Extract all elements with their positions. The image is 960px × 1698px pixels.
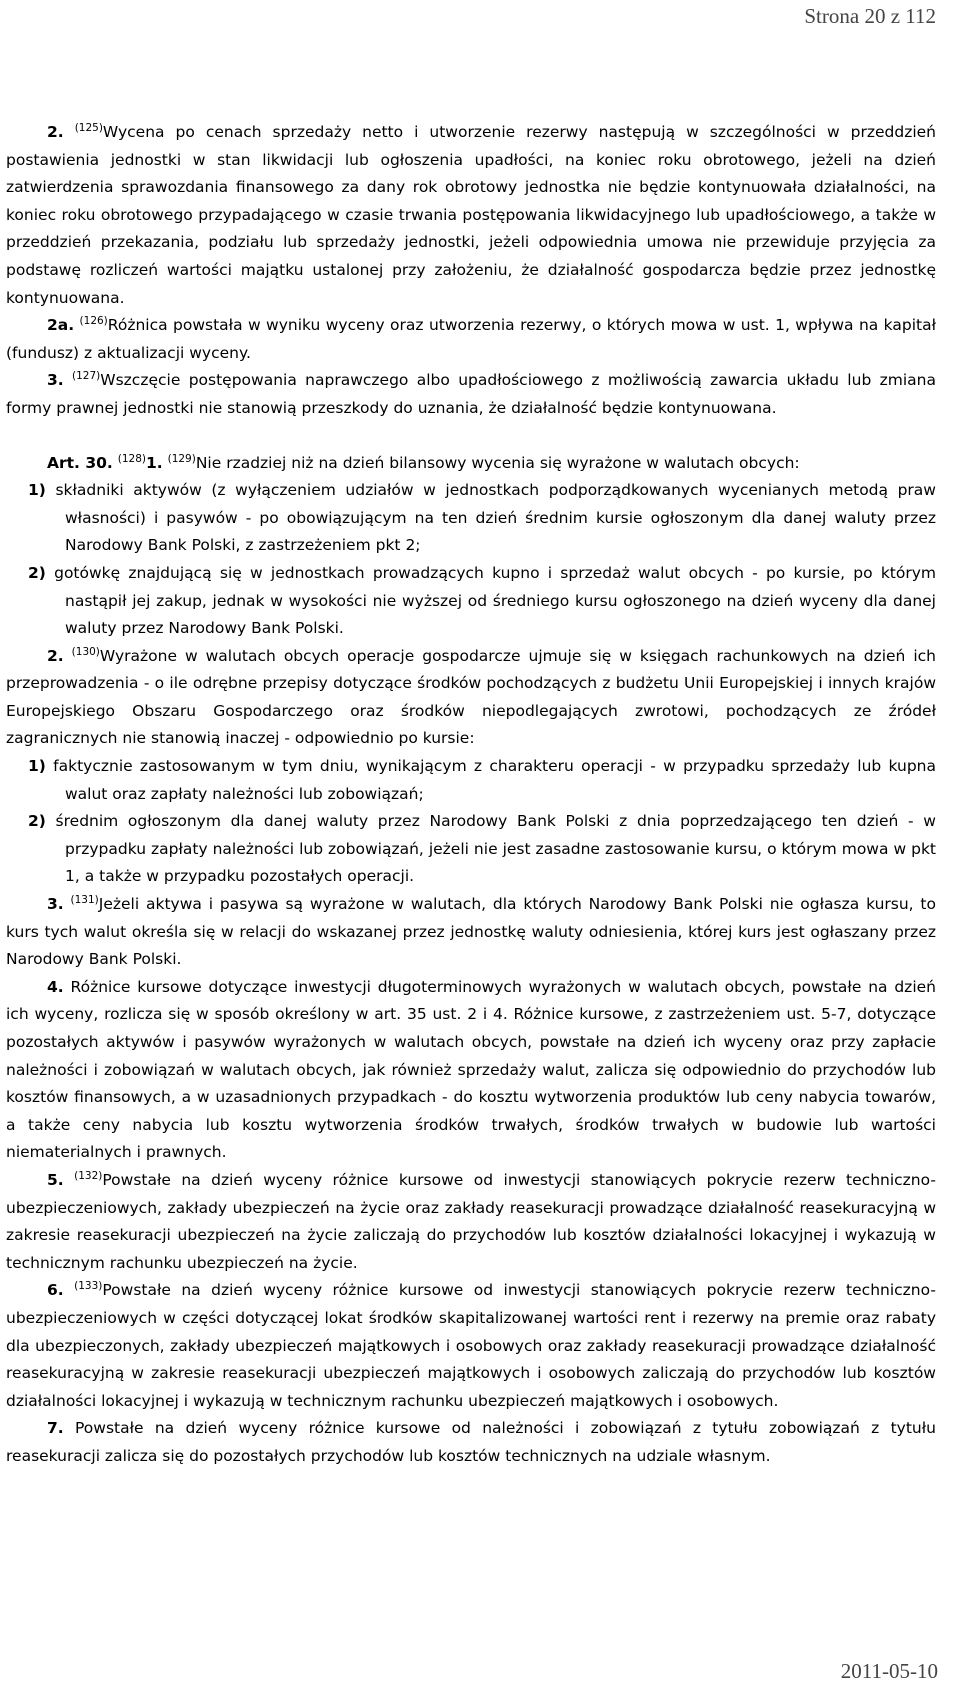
document-body bbox=[6, 119, 936, 1471]
paragraph-art30-4 bbox=[6, 974, 936, 1167]
item-text: gotówkę znajdującą się w jednostkach prowadzących kupno i sprzedaż walut obcych - po kursie, po którym nastąpił jej zakup, jednak w wysokości nie wyższej od średniego kursu ogłoszonego na dzień wyceny dla danej waluty przez Narodowy Bank Polski. bbox=[54, 563, 936, 638]
footnote-ref[interactable]: (133) bbox=[74, 1280, 103, 1293]
item-number: 2) bbox=[28, 563, 46, 582]
list-item bbox=[6, 477, 936, 560]
footnote-ref[interactable]: (128) bbox=[117, 452, 146, 465]
footnote-ref[interactable]: (126) bbox=[79, 315, 108, 328]
paragraph-number: 1. bbox=[145, 453, 163, 472]
item-text: średnim ogłoszonym dla danej waluty przez Narodowy Bank Polski z dnia poprzedzającego ten dzień - w przypadku zapłaty należności lub zobowiązań, jeżeli nie jest zasadne zastosowanie kursu, o którym mowa w pkt 1, a także w przypadku pozostałych operacji. bbox=[55, 812, 936, 886]
paragraph-number: 3. bbox=[47, 895, 64, 914]
list-item bbox=[6, 560, 936, 643]
paragraph-text: Różnica powstała w wyniku wyceny oraz utworzenia rezerwy, o których mowa w ust. 1, wpływa na kapitał (fundusz) z aktualizacji wyceny. bbox=[6, 316, 936, 362]
paragraph-art30-6 bbox=[6, 1277, 936, 1415]
paragraph-text: Jeżeli aktywa i pasywa są wyrażone w walutach, dla których Narodowy Bank Polski nie ogłasza kursu, to kurs tych walut określa się w relacji do wskazanej przez jednostkę waluty odniesienia, której kurs jest ogłaszany przez Narodowy Bank Polski. bbox=[6, 895, 936, 969]
article-30-heading bbox=[6, 450, 936, 478]
article-label: Art. 30. bbox=[47, 453, 113, 472]
paragraph-number: 3. bbox=[47, 371, 64, 390]
footnote-ref[interactable]: (130) bbox=[71, 645, 100, 658]
paragraph-number: 6. bbox=[47, 1281, 64, 1300]
item-text: faktycznie zastosowanym w tym dniu, wynikającym z charakteru operacji - w przypadku sprzedaży lub kupna walut oraz zapłaty należności lub zobowiązań; bbox=[53, 757, 936, 803]
page-number: Strona 20 z 112 bbox=[804, 4, 936, 28]
footnote-ref[interactable]: (132) bbox=[74, 1169, 103, 1182]
paragraph-2 bbox=[6, 119, 936, 312]
paragraph-text: Powstałe na dzień wyceny różnice kursowe od inwestycji stanowiących pokrycie rezerw techniczno-ubezpieczeniowych, zakłady ubezpieczeń na życie oraz zakłady reasekuracji prowadzące działalność reasekuracyjną w zakresie reasekuracji ubezpieczeń na życie zaliczają do przychodów lub kosztów działalności lokacyjnej i wykazują w technicznym rachunku ubezpieczeń na życie. bbox=[6, 1170, 936, 1272]
paragraph-art30-5 bbox=[6, 1167, 936, 1277]
paragraph-number: 2a. bbox=[47, 316, 75, 335]
paragraph-text: Powstałe na dzień wyceny różnice kursowe od należności i zobowiązań z tytułu zobowiązań z tytułu reasekuracji zalicza się do pozostałych przychodów lub kosztów technicznych na udziale własnym. bbox=[6, 1419, 936, 1465]
paragraph-text: Powstałe na dzień wyceny różnice kursowe od inwestycji stanowiących pokrycie rezerw techniczno-ubezpieczeniowych w części dotyczącej lokat środków skapitalizowanej wartości rent i rezerwy na premie oraz rabaty dla ubezpieczonych, zakłady ubezpieczeń majątkowych i osobowych oraz zakłady reasekuracji prowadzące działalność reasekuracyjną w zakresie reasekuracji ubezpieczeń majątkowych i osobowych zaliczają do przychodów lub kosztów działalności lokacyjnej i wykazują w technicznym rachunku ubezpieczeń majątkowych i osobowych. bbox=[6, 1281, 936, 1410]
paragraph-text: Nie rzadziej niż na dzień bilansowy wycenia się wyrażone w walutach obcych: bbox=[195, 453, 800, 472]
item-number: 1) bbox=[28, 481, 46, 500]
list-item bbox=[6, 753, 936, 808]
paragraph-3 bbox=[6, 367, 936, 422]
paragraph-text: Wyrażone w walutach obcych operacje gospodarcze ujmuje się w księgach rachunkowych na dzień ich przeprowadzenia - o ile odrębne przepisy dotyczące środków pochodzących z budżetu Unii Europejskiej i innych krajów Europejskiego Obszaru Gospodarczego oraz środków niepodlegających zwrotowi, pochodzących ze źródeł zagranicznych nie stanowią inaczej - odpowiednio po kursie: bbox=[6, 646, 936, 748]
footer-date: 2011-05-10 bbox=[840, 1659, 938, 1683]
paragraph-text: Różnice kursowe dotyczące inwestycji długoterminowych wyrażonych w walutach obcych, powstałe na dzień ich wyceny, rozlicza się w sposób określony w art. 35 ust. 2 i 4. Różnice kursowe, z zastrzeżeniem ust. 5-7, dotyczące pozostałych aktywów i pasywów wyrażonych w walutach obcych, powstałe na dzień ich wyceny oraz przy zapłacie należności i zobowiązań w walutach obcych, jak również sprzedaży walut, zalicza się odpowiednio do przychodów lub kosztów finansowych, a w uzasadnionych przypadkach - do kosztu wytworzenia produktów lub ceny nabycia towarów, a także ceny nabycia lub kosztu wytworzenia środków trwałych, środków trwałych w budowie lub wartości niematerialnych i prawnych. bbox=[6, 977, 936, 1162]
item-number: 1) bbox=[28, 757, 46, 776]
paragraph-art30-7 bbox=[6, 1415, 936, 1470]
footnote-ref[interactable]: (125) bbox=[74, 122, 103, 134]
footnote-ref[interactable]: (131) bbox=[70, 894, 99, 907]
paragraph-number: 5. bbox=[47, 1170, 64, 1189]
paragraph-art30-2 bbox=[6, 643, 936, 753]
item-number: 2) bbox=[28, 812, 46, 831]
item-text: składniki aktywów (z wyłączeniem udziałów w jednostkach podporządkowanych wycenianych metodą praw własności) i pasywów - po obowiązującym na ten dzień średnim kursie ogłoszonym dla danej waluty przez Narodowy Bank Polski, z zastrzeżeniem pkt 2; bbox=[55, 481, 936, 555]
paragraph-number: 2. bbox=[47, 123, 64, 141]
list-item bbox=[6, 808, 936, 891]
footnote-ref[interactable]: (127) bbox=[72, 370, 101, 383]
paragraph-art30-3 bbox=[6, 891, 936, 974]
paragraph-number: 7. bbox=[47, 1419, 64, 1438]
footnote-ref[interactable]: (129) bbox=[167, 452, 196, 465]
paragraph-number: 2. bbox=[47, 646, 64, 665]
paragraph-number: 4. bbox=[47, 977, 64, 996]
paragraph-2a bbox=[6, 312, 936, 367]
paragraph-text: Wszczęcie postępowania naprawczego albo upadłościowego z możliwością zawarcia układu lub zmiana formy prawnej jednostki nie stanowią przeszkody do uznania, że działalność będzie kontynuowana. bbox=[6, 371, 936, 417]
paragraph-text: Wycena po cenach sprzedaży netto i utworzenie rezerwy następują w szczególności w przeddzień postawienia jednostki w stan likwidacji lub ogłoszenia upadłości, na koniec roku obrotowego, jeżeli na dzień zatwierdzenia sprawozdania finansowego za dany rok obrotowy jednostka nie będzie kontynuowała działalności, na koniec roku obrotowego przypadającego w czasie trwania postępowania likwidacyjnego lub upadłościowego, a także w przeddzień przekazania, podziału lub sprzedaży jednostki, jeżeli odpowiednia umowa nie przewiduje przyjęcia za podstawę rozliczeń wartości majątku ustalonej przy założeniu, że działalność gospodarcza będzie przez jednostkę kontynuowana. bbox=[6, 123, 936, 307]
